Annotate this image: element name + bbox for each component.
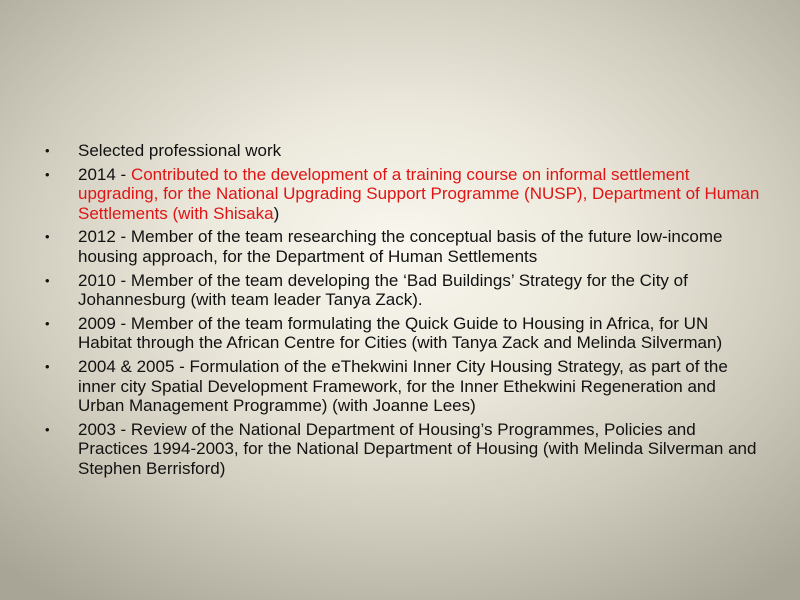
bullet-dot-icon: • — [45, 143, 50, 158]
bullet-dot-icon: • — [45, 229, 50, 245]
bullet-dot-icon: • — [45, 166, 50, 182]
bullet-dot-icon: • — [45, 272, 50, 288]
bullet-dot-icon: • — [45, 358, 50, 374]
bullet-item-heading — [40, 141, 760, 161]
bullet-text: 2004 & 2005 - Formulation of the eThekwini Inner City Housing Strategy, as part of the inner city Spatial Development Framework, for the Inner Ethekwini Regeneration and Urban Management Programme) (with Joanne Lees) — [78, 356, 728, 416]
bullet-item-2014 — [40, 165, 760, 224]
bullet-item-2010 — [40, 271, 760, 310]
bullet-text: Selected professional work — [78, 141, 282, 160]
bullet-item-2012 — [40, 227, 760, 266]
bullet-dot-icon: • — [45, 315, 50, 331]
bullet-item-2004-2005 — [40, 357, 760, 416]
bullet-item-2003 — [40, 420, 760, 479]
bullet-list — [40, 141, 760, 483]
bullet-text: 2010 - Member of the team developing the ‘Bad Buildings’ Strategy for the City of Johannesburg (with team leader Tanya Zack). — [78, 270, 688, 310]
bullet-item-2009 — [40, 314, 760, 353]
bullet-text: 2009 - Member of the team formulating the Quick Guide to Housing in Africa, for UN Habitat through the African Centre for Cities (with Tanya Zack and Melinda Silverman) — [78, 313, 723, 353]
bullet-highlight-text: Contributed to the development of a training course on informal settlement upgrading, for the National Upgrading Support Programme (NUSP), Department of Human Settlements (with Shisaka — [78, 164, 760, 223]
bullet-text: 2003 - Review of the National Department of Housing’s Programmes, Policies and Practices 1994-2003, for the National Department of Housing (with Melinda Silverman and Stephen Berrisford) — [78, 419, 757, 478]
bullet-text: 2012 - Member of the team researching the conceptual basis of the future low-income housing approach, for the Department of Human Settlements — [78, 227, 723, 266]
bullet-dot-icon: • — [45, 421, 50, 437]
bullet-tail: ) — [273, 203, 280, 223]
bullet-year: 2014 - — [78, 164, 131, 184]
